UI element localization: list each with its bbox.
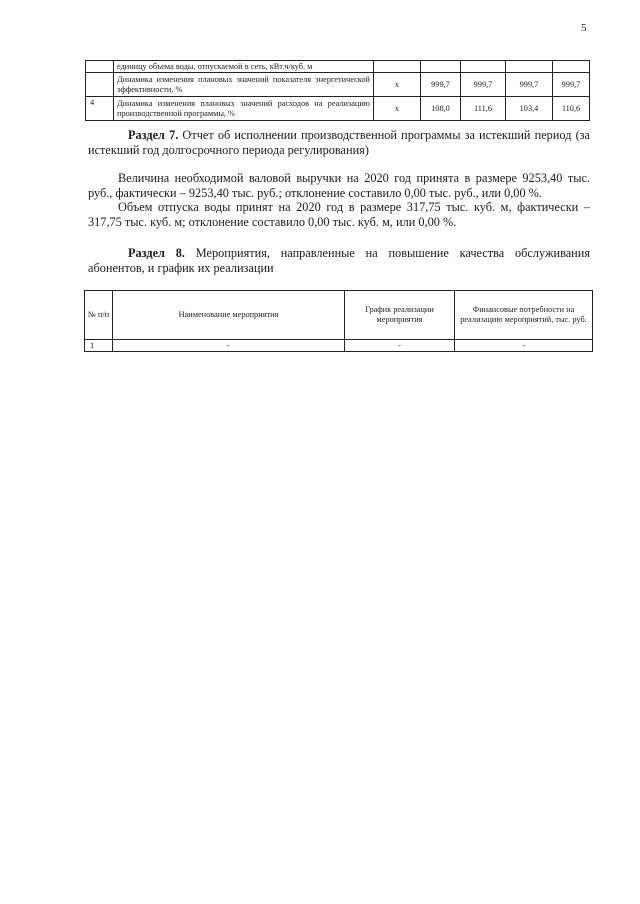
measure-schedule: - bbox=[345, 340, 455, 352]
section-7-heading bbox=[88, 128, 590, 158]
row-number bbox=[86, 61, 114, 73]
cell-value: x bbox=[374, 73, 421, 97]
table-row bbox=[86, 97, 590, 121]
column-header-name: Наименование мероприятия bbox=[113, 291, 345, 340]
section-7-label: Раздел 7. bbox=[128, 128, 179, 142]
cell-value bbox=[506, 61, 553, 73]
table-header-row bbox=[85, 291, 593, 340]
cell-value: 110,6 bbox=[553, 97, 590, 121]
cell-value: 103,4 bbox=[506, 97, 553, 121]
row-description: Динамика изменения плановых значений показателя энергетической эффективности, % bbox=[114, 73, 374, 97]
measures-table bbox=[84, 290, 593, 352]
row-description: единицу объема воды, отпускаемой в сеть, кВт.ч/куб. м bbox=[114, 61, 374, 73]
measure-finance: - bbox=[455, 340, 593, 352]
cell-value: 999,7 bbox=[461, 73, 506, 97]
section-8-heading bbox=[88, 246, 590, 276]
section-8-text: Мероприятия, направленные на повышение качества обслуживания абонентов, и график их реализации bbox=[88, 246, 590, 275]
cell-value bbox=[553, 61, 590, 73]
cell-value: 999,7 bbox=[553, 73, 590, 97]
section-7-text: Отчет об исполнении производственной программы за истекший период (за истекший год долгосрочного периода регулирования) bbox=[88, 128, 590, 157]
cell-value bbox=[461, 61, 506, 73]
energy-efficiency-table bbox=[85, 60, 590, 121]
page-number: 5 bbox=[581, 22, 587, 34]
column-header-number: № п/п bbox=[85, 291, 113, 340]
table-row bbox=[86, 73, 590, 97]
cell-value: 999,7 bbox=[506, 73, 553, 97]
table-row bbox=[85, 340, 593, 352]
cell-value: 111,6 bbox=[461, 97, 506, 121]
column-header-finance: Финансовые потребности на реализацию мероприятий, тыс. руб. bbox=[455, 291, 593, 340]
row-number: 4 bbox=[86, 97, 114, 121]
cell-value: x bbox=[374, 97, 421, 121]
row-number: 1 bbox=[85, 340, 113, 352]
column-header-schedule: График реализации мероприятия bbox=[345, 291, 455, 340]
row-description: Динамика изменения плановых значений расходов на реализацию производственной программы, % bbox=[114, 97, 374, 121]
section-8-label: Раздел 8. bbox=[128, 246, 185, 260]
cell-value bbox=[374, 61, 421, 73]
cell-value: 999,7 bbox=[421, 73, 461, 97]
row-number bbox=[86, 73, 114, 97]
volume-paragraph: Объем отпуска воды принят на 2020 год в размере 317,75 тыс. куб. м, фактически – 317,75 тыс. куб. м; отклонение составило 0,00 тыс. куб. м, или 0,00 %. bbox=[88, 200, 590, 229]
table-row bbox=[86, 61, 590, 73]
cell-value: 108,0 bbox=[421, 97, 461, 121]
cell-value bbox=[421, 61, 461, 73]
revenue-paragraph: Величина необходимой валовой выручки на 2020 год принята в размере 9253,40 тыс. руб., фактически – 9253,40 тыс. руб.; отклонение составило 0,00 тыс. руб., или 0,00 %. bbox=[88, 171, 590, 200]
measure-name: - bbox=[113, 340, 345, 352]
